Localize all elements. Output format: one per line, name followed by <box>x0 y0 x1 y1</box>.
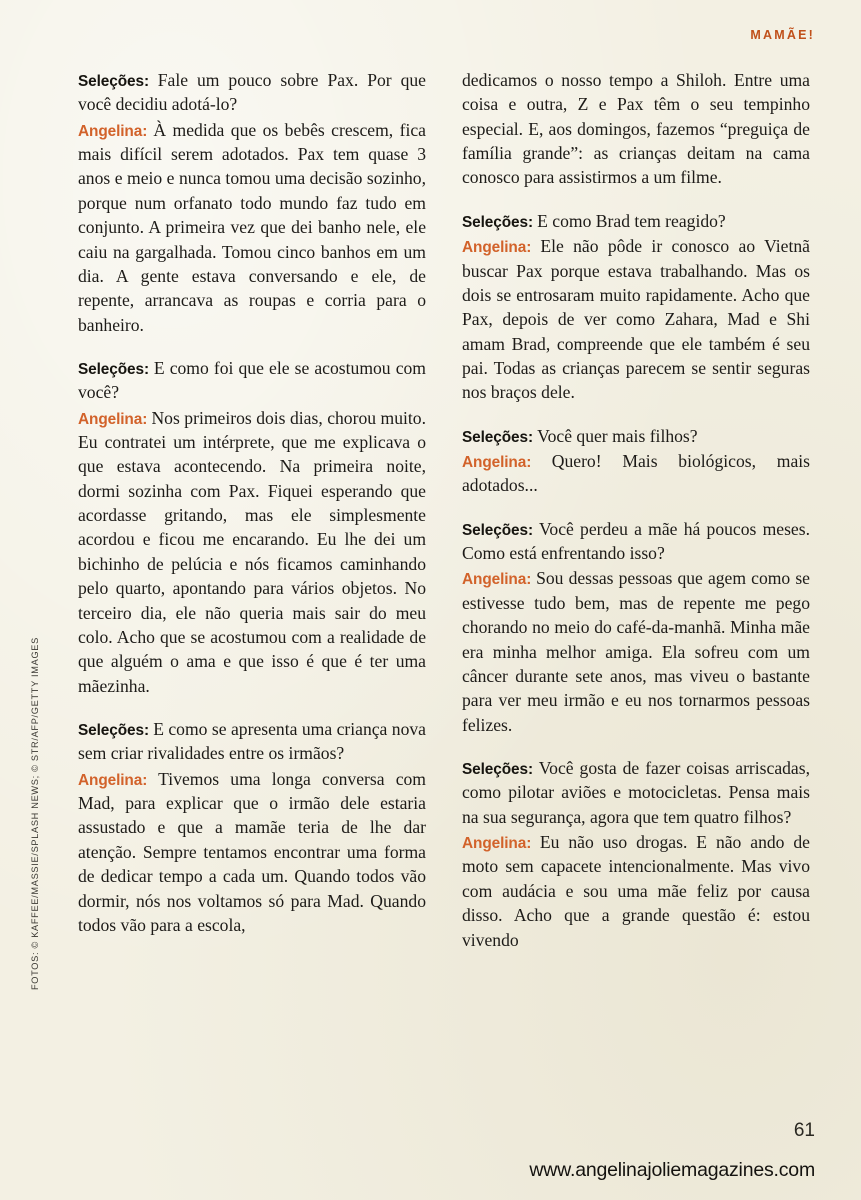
answer-speaker-label: Angelina: <box>462 835 540 853</box>
question-speaker-label: Seleções: <box>462 760 539 778</box>
question-text: E como Brad tem reagido? <box>537 210 726 231</box>
qa-block <box>462 209 810 405</box>
answer-speaker-label: Angelina: <box>78 410 152 428</box>
question-speaker-label: Seleções: <box>78 721 154 739</box>
answer-speaker-label: Angelina: <box>462 454 552 472</box>
question-paragraph <box>78 356 426 405</box>
question-speaker-label: Seleções: <box>78 360 154 378</box>
answer-speaker-label: Angelina: <box>78 122 154 140</box>
qa-block <box>78 717 426 937</box>
qa-block <box>462 517 810 737</box>
answer-text: Tivemos uma longa conversa com Mad, para explicar que o irmão dele estaria assustado e que a mamãe teria de lhe dar atenção. Sempre tentamos encontrar uma forma de dedicar tempo a cada um. Quando todos vão dormir, nós nos voltamos só para Mad. Quando todos vão para a escola, <box>78 768 426 935</box>
question-paragraph <box>462 209 810 233</box>
column-left <box>78 68 426 952</box>
answer-text: Nos primeiros dois dias, chorou muito. Eu contratei um intérprete, que me explicava o que estava acontecendo. Na primeira noite, dormi sozinha com Pax. Fiquei esperando que acordasse gritando, mas ele simplesmente acordou e ficou me encarando. Eu lhe dei um bichinho de pelúcia e nós ficamos caminhando pelo quarto, apontando para vários objetos. No terceiro dia, ele não queria mais sair do meu colo. Acho que se acostumou com a realidade de que alguém o ama e que isso é que é ter uma mãezinha. <box>78 407 426 696</box>
question-text: E como se apresenta uma criança nova sem criar rivalidades entre os irmãos? <box>78 718 426 764</box>
answer-text: Eu não uso drogas. E não ando de moto sem capacete intencionalmente. Mas vivo com audácia e sou uma mãe feliz por causa disso. Acho que a grande questão é: estou vivendo <box>462 832 810 950</box>
answer-text: Sou dessas pessoas que agem como se estivesse tudo bem, mas de repente me pego chorando no meio do café-da-manhã. Minha mãe era minha melhor amiga. Ela sofreu com um câncer durante sete anos, mas viveu o bastante para ver meu irmão e eu nos tornarmos pessoas felizes. <box>462 568 810 735</box>
qa-block <box>462 756 810 952</box>
site-url: www.angelinajoliemagazines.com <box>529 1159 815 1181</box>
qa-block <box>78 356 426 698</box>
article-columns <box>78 68 815 952</box>
answer-speaker-label: Angelina: <box>78 771 159 789</box>
question-speaker-label: Seleções: <box>462 213 538 231</box>
question-paragraph <box>78 68 426 117</box>
answer-text: À medida que os bebês crescem, fica mais difícil serem adotados. Pax tem quase 3 anos e meio e nunca tomou uma decisão sozinho, porque num orfanato todo mundo faz tudo em conjunto. A primeira vez que dei banho nele, ele caiu na gargalhada. Tomou cinco banhos em um dia. A gente estava conversando e ele, de repente, arrancava as roupas e corria para o banheiro. <box>78 119 426 335</box>
answer-paragraph <box>78 767 426 938</box>
qa-block <box>462 424 810 498</box>
answer-speaker-label: Angelina: <box>462 239 541 257</box>
answer-text-continued: dedicamos o nosso tempo a Shiloh. Entre uma coisa e outra, Z e Pax têm o seu tempinho especial. E, aos domingos, fazemos “preguiça de família grande”: as crianças deitam na cama conosco para assistirmos a um filme. <box>462 70 810 188</box>
column-right <box>462 68 810 952</box>
question-text: Fale um pouco sobre Pax. Por que você decidiu adotá-lo? <box>78 70 426 115</box>
question-paragraph <box>462 424 810 448</box>
answer-paragraph <box>462 234 810 405</box>
question-text: Você quer mais filhos? <box>537 425 698 446</box>
answer-paragraph <box>462 566 810 737</box>
question-paragraph <box>462 756 810 829</box>
photo-credits: FOTOS: © KAFFEE/MASSIE/SPLASH NEWS; © STR/AFP/GETTY IMAGES <box>30 637 40 990</box>
page-header-title: MAMÃE! <box>750 28 815 42</box>
qa-block-continuation <box>462 68 810 190</box>
question-paragraph <box>78 717 426 766</box>
qa-block <box>78 68 426 337</box>
answer-paragraph <box>78 406 426 698</box>
question-speaker-label: Seleções: <box>462 521 539 539</box>
answer-text: Quero! Mais biológicos, mais adotados... <box>462 451 810 496</box>
question-paragraph <box>462 517 810 566</box>
question-text: Você gosta de fazer coisas arriscadas, como pilotar aviões e motocicletas. Pensa mais na sua segurança, agora que tem quatro filhos? <box>462 757 810 827</box>
answer-paragraph <box>462 830 810 952</box>
page-number: 61 <box>793 1120 815 1141</box>
answer-text: Ele não pôde ir conosco ao Vietnã buscar Pax porque estava trabalhando. Mas os dois se entrosaram muito rapidamente. Acho que Pax, depois de ver como Zahara, Mad e Shi amam Brad, compreende que ele também é seu pai. Todas as crianças parecem se sentir seguras nos braços dele. <box>462 236 810 403</box>
answer-paragraph <box>78 118 426 337</box>
question-speaker-label: Seleções: <box>78 73 158 90</box>
question-text: Você perdeu a mãe há poucos meses. Como está enfrentando isso? <box>462 518 810 564</box>
answer-paragraph <box>462 449 810 498</box>
answer-speaker-label: Angelina: <box>462 571 537 589</box>
question-text: E como foi que ele se acostumou com você? <box>78 357 426 403</box>
question-speaker-label: Seleções: <box>462 428 538 446</box>
